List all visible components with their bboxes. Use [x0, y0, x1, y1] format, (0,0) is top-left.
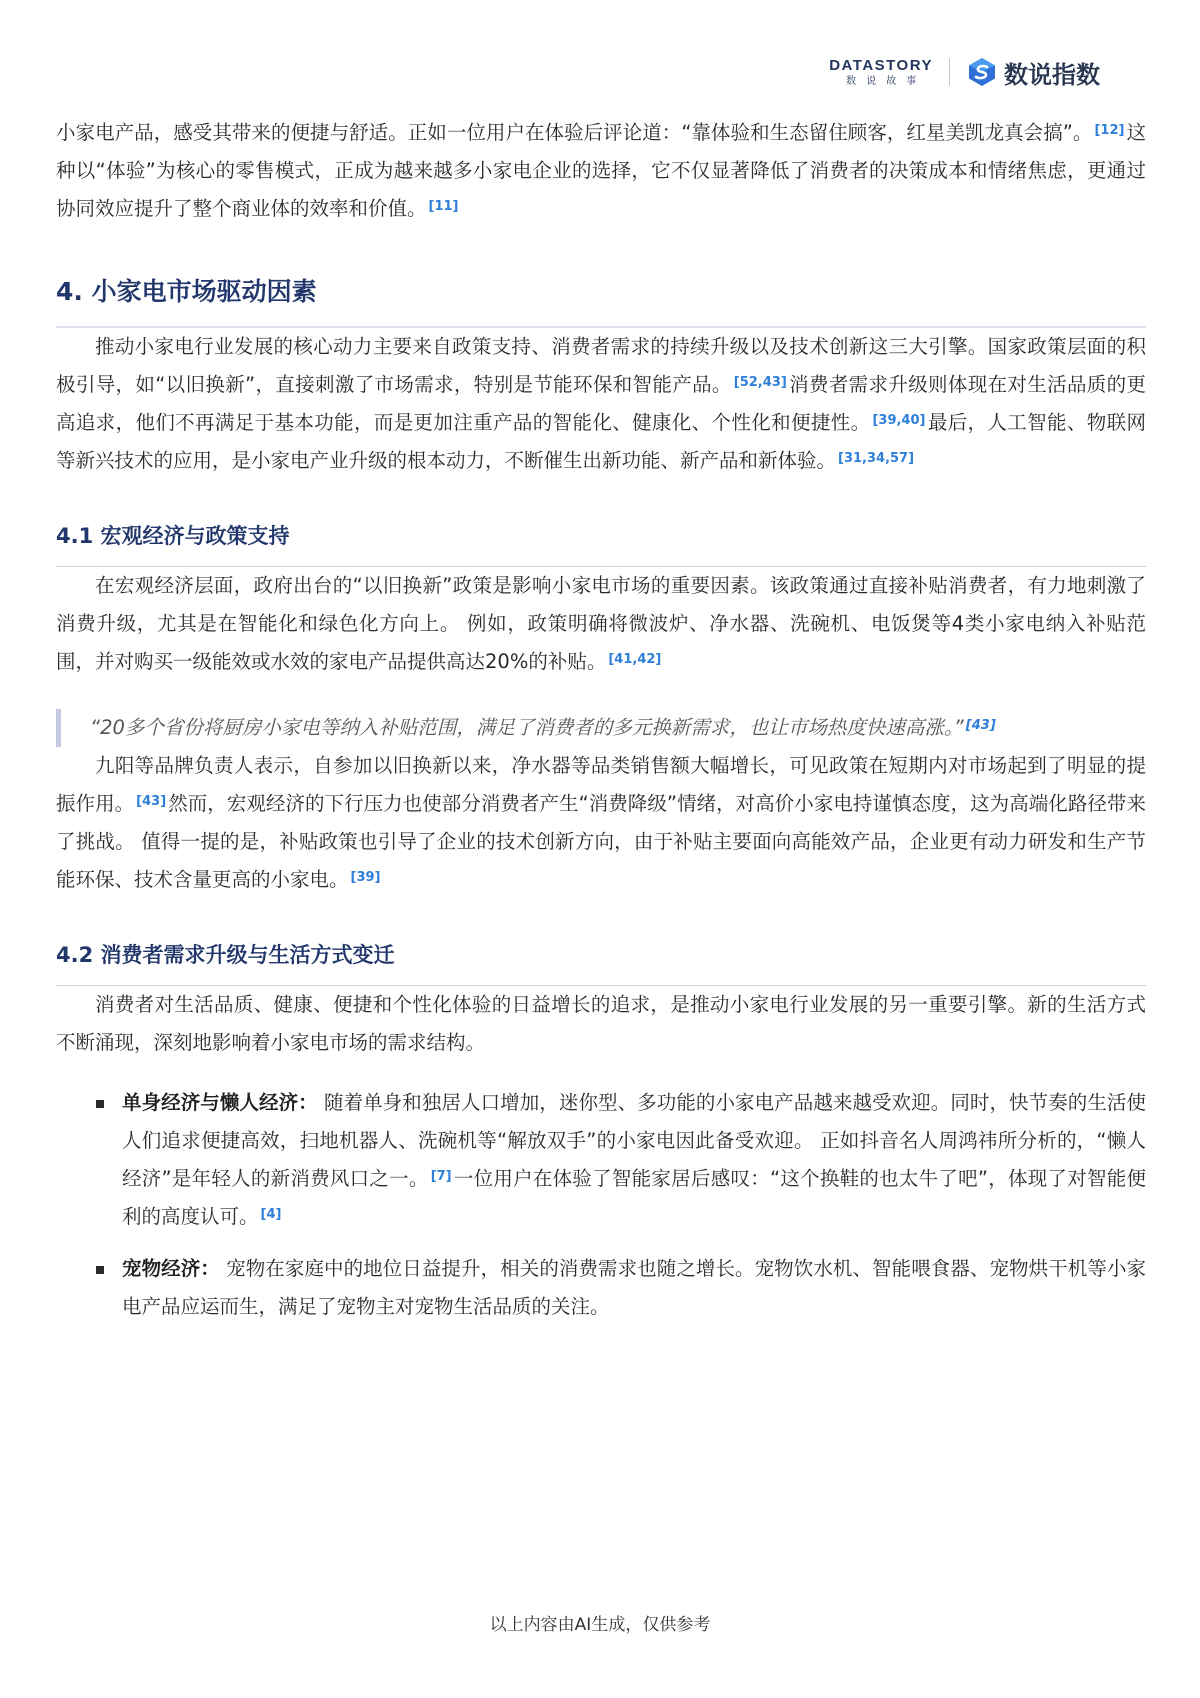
square-bullet-icon: [96, 1266, 104, 1274]
list-item-text: 宠物在家庭中的地位日益提升，相关的消费需求也随之增长。宠物饮水机、智能喂食器、宠物烘干机等小家电产品应运而生，满足了宠物主对宠物生活品质的关注。: [122, 1257, 1146, 1318]
citation-link[interactable]: [7]: [430, 1169, 452, 1184]
list-item: [56, 1250, 1146, 1326]
section-4-1-text-1: 在宏观经济层面，政府出台的“以旧换新”政策是影响小家电市场的重要因素。该政策通过直接补贴消费者，有力地刺激了消费升级，尤其是在智能化和绿色化方向上。 例如，政策明确将微波炉、净水器、洗碗机、电饭煲等4类小家电纳入补贴范围，并对购买一级能效或水效的家电产品提供高达20%的补贴。: [56, 574, 1146, 673]
bullet-list: [56, 1084, 1146, 1326]
square-bullet-icon: [96, 1100, 104, 1108]
brand-s-icon: [966, 56, 998, 88]
intro-text-1: 小家电产品，感受其带来的便捷与舒适。正如一位用户在体验后评论道：“靠体验和生态留住顾客，红星美凯龙真会搞”。: [56, 121, 1093, 144]
citation-link[interactable]: [4]: [260, 1207, 282, 1222]
list-item-text: 一位用户在体验了智能家居后感叹：“这个换鞋的也太牛了吧”，体现了对智能便利的高度认可。: [122, 1167, 1146, 1228]
shuoshuo-index-logo: [966, 55, 1100, 90]
blockquote: [56, 709, 1146, 747]
citation-link[interactable]: [39,40]: [872, 413, 926, 428]
section-4-heading: 4. 小家电市场驱动因素: [56, 272, 1146, 328]
section-4-1-paragraph-2: [56, 747, 1146, 899]
section-4-2-text: 消费者对生活品质、健康、便捷和个性化体验的日益增长的追求，是推动小家电行业发展的另一重要引擎。新的生活方式不断涌现，深刻地影响着小家电市场的需求结构。: [56, 993, 1146, 1054]
list-item-label: 单身经济与懒人经济：: [122, 1091, 318, 1114]
quote-text: “20多个省份将厨房小家电等纳入补贴范围，满足了消费者的多元换新需求，也让市场热度快速高涨。”: [90, 716, 964, 739]
page-header: [829, 52, 1100, 92]
section-4-1-heading: 4.1 宏观经济与政策支持: [56, 520, 1146, 567]
list-item-text: 随着单身和独居人口增加，迷你型、多功能的小家电产品越来越受欢迎。同时，快节奏的生活使人们追求便捷高效，扫地机器人、洗碗机等“解放双手”的小家电因此备受欢迎。 正如抖音名人周鸿祎所分析的，“懒人经济”是年轻人的新消费风口之一。: [122, 1091, 1146, 1190]
datastory-logo: [829, 58, 933, 87]
section-4-1-text-2a: 九阳等品牌负责人表示，自参加以旧换新以来，净水器等品类销售额大幅增长，可见政策在短期内对市场起到了明显的提振作用。: [56, 754, 1146, 815]
intro-text-2: 这种以“体验”为核心的零售模式，正成为越来越多小家电企业的选择，它不仅显著降低了消费者的决策成本和情绪焦虑，更通过协同效应提升了整个商业体的效率和价值。: [56, 121, 1146, 220]
citation-link[interactable]: [11]: [428, 199, 459, 214]
citation-link[interactable]: [12]: [1094, 123, 1125, 138]
citation-link[interactable]: [43]: [136, 794, 167, 809]
section-4-paragraph: [56, 328, 1146, 480]
datastory-logo-en: DATASTORY: [829, 56, 933, 74]
section-4-1-paragraph-1: [56, 567, 1146, 681]
datastory-logo-cn: 数说故事: [846, 75, 927, 87]
citation-link[interactable]: [41,42]: [608, 652, 662, 667]
list-item: [56, 1084, 1146, 1236]
section-4-text-2: 消费者需求升级则体现在对生活品质的更高追求，他们不再满足于基本功能，而是更加注重产品的智能化、健康化、个性化和便捷性。: [56, 373, 1146, 434]
header-divider: [949, 58, 950, 86]
list-item-label: 宠物经济：: [122, 1257, 220, 1280]
intro-paragraph: [56, 114, 1146, 228]
brand-name: 数说指数: [1004, 60, 1100, 89]
section-4-2-heading: 4.2 消费者需求升级与生活方式变迁: [56, 939, 1146, 986]
section-4-2-paragraph: [56, 986, 1146, 1062]
section-4-1-text-2b: 然而，宏观经济的下行压力也使部分消费者产生“消费降级”情绪，对高价小家电持谨慎态度，这为高端化路径带来了挑战。 值得一提的是，补贴政策也引导了企业的技术创新方向，由于补贴主要面向高能效产品，企业更有动力研发和生产节能环保、技术含量更高的小家电。: [56, 792, 1146, 891]
document-content: [56, 114, 1146, 1340]
section-4-text-3: 最后，人工智能、物联网等新兴技术的应用，是小家电产业升级的根本动力，不断催生出新功能、新产品和新体验。: [56, 411, 1146, 472]
citation-link[interactable]: [43]: [965, 718, 996, 733]
citation-link[interactable]: [52,43]: [733, 375, 787, 390]
citation-link[interactable]: [31,34,57]: [838, 451, 915, 466]
ai-disclaimer-footer: 以上内容由AI生成，仅供参考: [489, 1615, 711, 1635]
citation-link[interactable]: [39]: [350, 870, 381, 885]
section-4-text-1: 推动小家电行业发展的核心动力主要来自政策支持、消费者需求的持续升级以及技术创新这三大引擎。国家政策层面的积极引导，如“以旧换新”，直接刺激了市场需求，特别是节能环保和智能产品。: [56, 335, 1146, 396]
